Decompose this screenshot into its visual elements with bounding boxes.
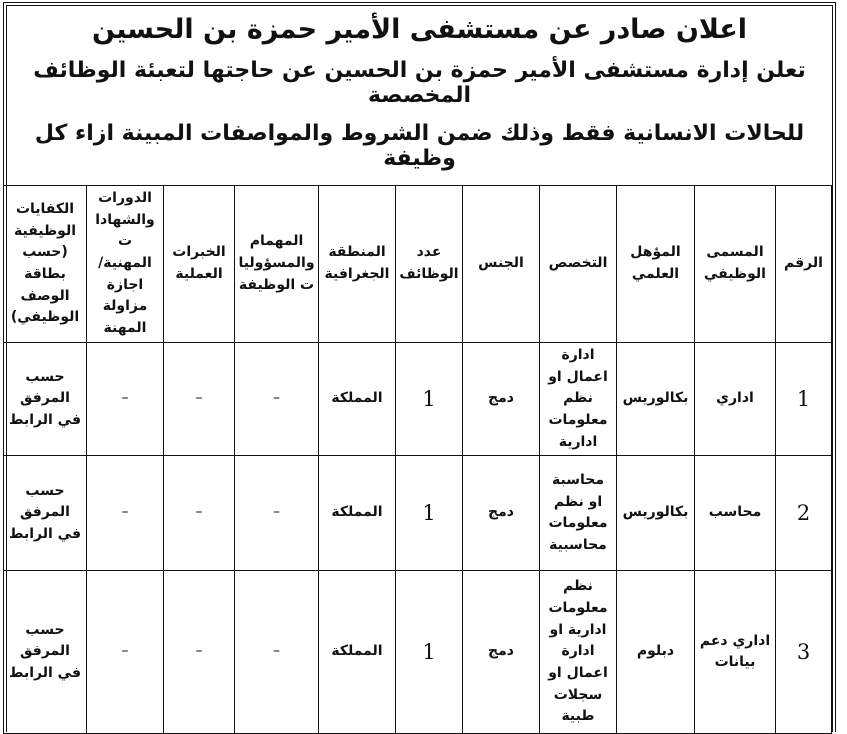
announcement-title: اعلان صادر عن مستشفى الأمير حمزة بن الحسين [91,14,748,45]
table-cell: 1 [776,342,832,455]
table-cell: – [87,571,164,734]
table-cell: – [164,456,235,571]
table-header-row [4,186,832,343]
table-cell: نظم معلومات ادارية او ادارة اعمال او سجلات طبية [540,571,617,734]
table-cell: دمج [463,342,540,455]
table-cell: محاسبة او نظم معلومات محاسبية [540,456,617,571]
announcement-intro-line1: تعلن إدارة مستشفى الأمير حمزة بن الحسين عن حاجتها لتعبئة الوظائف المخصصة [33,58,806,108]
header-cell-region: المنطقة الجغرافية [319,186,396,343]
table-cell: دمج [463,456,540,571]
table-row [4,456,832,571]
table-cell: دبلوم [617,571,695,734]
table-cell: – [87,456,164,571]
table-cell: – [235,456,319,571]
table-cell: دمج [463,571,540,734]
header-cell-gender: الجنس [463,186,540,343]
table-cell: محاسب [695,456,776,571]
table-cell: المملكة [319,342,396,455]
table-cell: – [235,342,319,455]
table-cell: اداري [695,342,776,455]
table-cell: 1 [396,456,463,571]
header-cell-vacancies: عدد الوظائف [396,186,463,343]
table-cell: – [87,342,164,455]
table-cell: 1 [396,571,463,734]
table-cell: – [164,342,235,455]
header-cell-qualification: المؤهل العلمي [617,186,695,343]
table-cell: حسب المرفق في الرابط [4,342,87,455]
table-row [4,571,832,734]
table-cell: 2 [776,456,832,571]
header-cell-job-title: المسمى الوظيفي [695,186,776,343]
header-cell-specialization: التخصص [540,186,617,343]
table-cell: 1 [396,342,463,455]
header-cell-duties: المهمام والمسؤوليات الوظيفة [235,186,319,343]
table-cell: اداري دعم بيانات [695,571,776,734]
table-cell: 3 [776,571,832,734]
table-cell: حسب المرفق في الرابط [4,456,87,571]
header-cell-competencies: الكفايات الوظيفية (حسب بطاقة الوصف الوظيفي) [4,186,87,343]
table-cell: المملكة [319,571,396,734]
header-cell-courses: الدورات والشهادات المهنية/ اجازة مزاولة المهنة [87,186,164,343]
table-row [4,342,832,455]
announcement-intro-line2: للحالات الانسانية فقط وذلك ضمن الشروط والمواصفات المبينة ازاء كل وظيفة [34,121,805,171]
table-cell: ادارة اعمال او نظم معلومات ادارية [540,342,617,455]
header-cell-number: الرقم [776,186,832,343]
announcement-header [7,14,832,171]
table-cell: بكالوريس [617,456,695,571]
announcement-frame [3,2,836,732]
table-cell: المملكة [319,456,396,571]
table-cell: – [235,571,319,734]
jobs-table [3,185,832,734]
header-cell-experience: الخبرات العملية [164,186,235,343]
table-cell: بكالوريس [617,342,695,455]
table-cell: – [164,571,235,734]
table-cell: حسب المرفق في الرابط [4,571,87,734]
